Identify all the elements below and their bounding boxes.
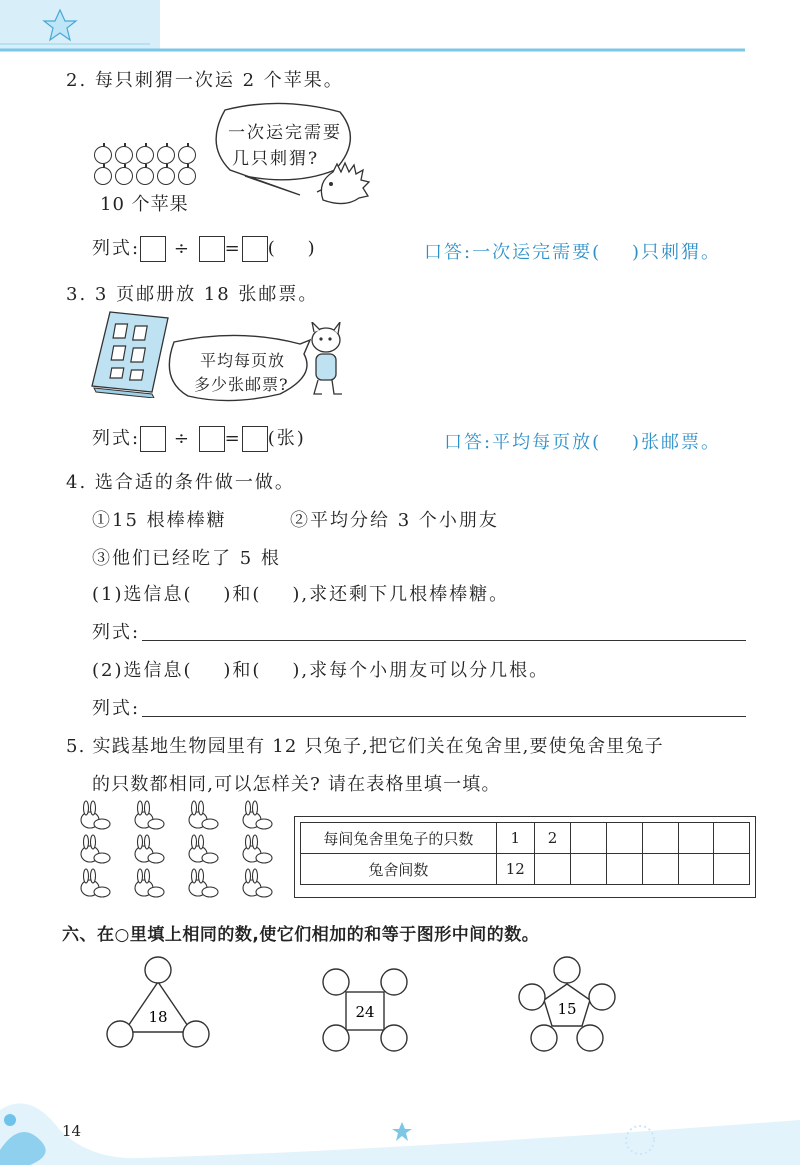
q4-sub1-answer-line[interactable] [142, 640, 746, 641]
q2-box-divisor[interactable] [199, 236, 225, 262]
table-cell[interactable]: 1 [496, 823, 534, 854]
square-value: 24 [355, 1003, 375, 1021]
table-cell[interactable] [678, 823, 714, 854]
blank-circle[interactable] [589, 984, 615, 1010]
q5-table-frame [294, 816, 756, 898]
q4-sub2-formula: 列式: [92, 698, 141, 719]
q3-box-dividend[interactable] [140, 426, 166, 452]
hedgehog-icon [315, 160, 371, 210]
table-cell[interactable] [678, 854, 714, 885]
q4-sub2[interactable]: (2)选信息( )和( ),求每个小朋友可以分几根。 [92, 660, 550, 681]
eq-sign: = [224, 428, 242, 449]
q2-answer[interactable]: 口答:一次运完需要( )只刺猬。 [424, 242, 721, 263]
q3-bubble-line1: 平均每页放 [200, 351, 286, 370]
q2-bubble-line1: 一次运完需要 [228, 123, 342, 143]
triangle-puzzle [100, 950, 220, 1060]
blank-circle[interactable] [554, 957, 580, 983]
table-cell[interactable]: 12 [496, 854, 534, 885]
row-header: 兔舍间数 [301, 854, 497, 885]
q4-sub1-formula: 列式: [92, 622, 141, 643]
table-cell[interactable] [571, 823, 607, 854]
q4-cond1: ①15 根棒棒糖 [92, 510, 227, 531]
q4-sub1[interactable]: (1)选信息( )和( ),求还剩下几根棒棒糖。 [92, 584, 510, 605]
eq-sign: = [224, 238, 242, 259]
q5-prompt-line2: 的只数都相同,可以怎样关? 请在表格里填一填。 [92, 774, 501, 795]
q3-box-divisor[interactable] [199, 426, 225, 452]
square-puzzle [312, 962, 420, 1062]
q4-sub2-answer-line[interactable] [142, 716, 746, 717]
table-row [301, 823, 750, 854]
header-banner [0, 0, 800, 60]
table-cell[interactable] [607, 823, 643, 854]
q2-formula [92, 234, 317, 262]
pentagon-value: 15 [557, 1000, 577, 1018]
section6-title: 六、在○里填上相同的数,使它们相加的和等于图形中间的数。 [62, 925, 540, 945]
pentagon-puzzle [510, 950, 630, 1060]
table-cell[interactable] [607, 854, 643, 885]
blank-circle[interactable] [577, 1025, 603, 1051]
q3-bubble-line2: 多少张邮票? [194, 375, 289, 394]
div-sign: ÷ [173, 428, 191, 449]
table-cell[interactable]: 2 [534, 823, 571, 854]
q3-formula [92, 424, 306, 452]
q2-formula-label: 列式: [92, 238, 141, 259]
q2-prompt: 2. 每只刺猬一次运 2 个苹果。 [66, 70, 344, 91]
table-cell[interactable] [571, 854, 607, 885]
blank-circle[interactable] [145, 957, 171, 983]
blank-circle[interactable] [323, 1025, 349, 1051]
stamp-album-icon [90, 310, 170, 398]
div-sign: ÷ [173, 238, 191, 259]
rabbit-table [300, 822, 750, 885]
star-icon [392, 1122, 412, 1141]
blank-circle[interactable] [519, 984, 545, 1010]
footer-decoration [0, 1080, 800, 1165]
table-cell[interactable] [714, 854, 750, 885]
q4-cond3: ③他们已经吃了 5 根 [92, 548, 281, 569]
q3-answer[interactable]: 口答:平均每页放( )张邮票。 [444, 432, 721, 453]
rabbits-illustration [72, 800, 287, 905]
q3-prompt: 3. 3 页邮册放 18 张邮票。 [66, 284, 319, 305]
blank-circle[interactable] [531, 1025, 557, 1051]
blank-circle[interactable] [323, 969, 349, 995]
table-cell[interactable] [642, 854, 678, 885]
blank-circle[interactable] [183, 1021, 209, 1047]
q4-prompt: 4. 选合适的条件做一做。 [66, 472, 295, 493]
q4-cond2: ②平均分给 3 个小朋友 [290, 510, 499, 531]
q5-prompt-line1: 5. 实践基地生物园里有 12 只兔子,把它们关在兔舍里,要使兔舍里兔子 [66, 736, 664, 757]
q3-formula-label: 列式: [92, 428, 141, 449]
q2-unit[interactable]: ( ) [267, 238, 317, 259]
row-header: 每间兔舍里兔子的只数 [301, 823, 497, 854]
q2-bubble-line2: 几只刺猬? [232, 149, 320, 169]
q2-box-dividend[interactable] [140, 236, 166, 262]
table-cell[interactable] [642, 823, 678, 854]
q2-box-result[interactable] [242, 236, 268, 262]
q3-box-result[interactable] [242, 426, 268, 452]
q3-unit: (张) [267, 428, 306, 449]
page-number: 14 [62, 1122, 82, 1140]
triangle-value: 18 [148, 1008, 168, 1026]
table-cell[interactable] [534, 854, 571, 885]
cartoon-fox-icon [300, 322, 350, 398]
apples-label: 10 个苹果 [100, 194, 189, 215]
table-row [301, 854, 750, 885]
blank-circle[interactable] [381, 969, 407, 995]
table-cell[interactable] [714, 823, 750, 854]
blank-circle[interactable] [107, 1021, 133, 1047]
blank-circle[interactable] [381, 1025, 407, 1051]
